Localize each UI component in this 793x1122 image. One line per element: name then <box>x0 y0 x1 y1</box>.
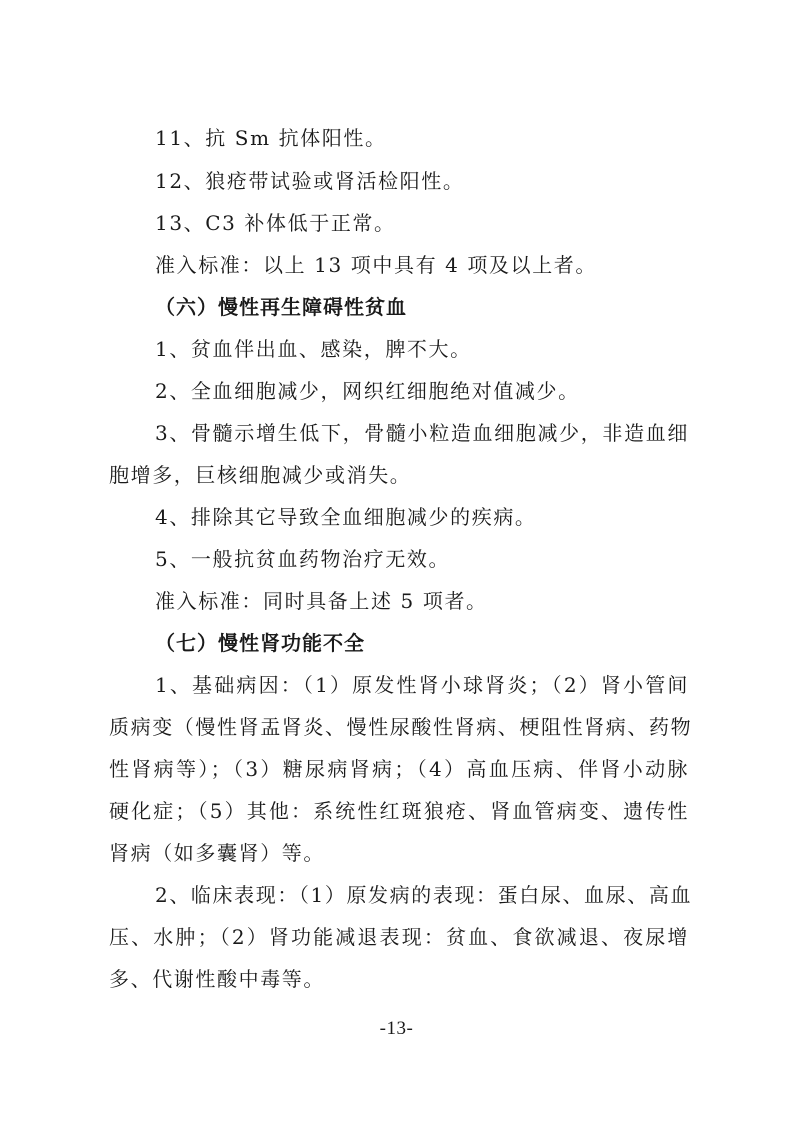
paragraph-basic-causes-line-2: 质病变（慢性肾盂肾炎、慢性尿酸性肾病、梗阻性肾病、药物 <box>109 715 693 739</box>
criterion-item-3-continued: 胞增多，巨核细胞减少或消失。 <box>109 463 412 487</box>
criterion-item-1: 1、贫血伴出血、感染，脾不大。 <box>155 337 472 361</box>
criterion-item-11: 11、抗 Sm 抗体阳性。 <box>155 126 387 150</box>
section-heading-chronic-renal-insufficiency: （七）慢性肾功能不全 <box>155 631 365 655</box>
paragraph-basic-causes-line-4: 硬化症；（5）其他：系统性红斑狼疮、肾血管病变、遗传性 <box>109 799 689 823</box>
paragraph-basic-causes-line-3: 性肾病等）；（3）糖尿病肾病；（4）高血压病、伴肾小动脉 <box>109 757 689 781</box>
criterion-item-4: 4、排除其它导致全血细胞减少的疾病。 <box>155 505 537 529</box>
criterion-item-13: 13、C3 补体低于正常。 <box>155 211 396 235</box>
page-number: -13- <box>379 1018 414 1039</box>
criterion-item-2: 2、全血细胞减少，网织红细胞绝对值减少。 <box>155 379 580 403</box>
paragraph-basic-causes: 1、基础病因：（1）原发性肾小球肾炎；（2）肾小管间 <box>155 673 689 697</box>
admission-standard-anemia: 准入标准：同时具备上述 5 项者。 <box>155 589 488 613</box>
criterion-item-3: 3、骨髓示增生低下，骨髓小粒造血细胞减少，非造血细 <box>155 421 689 445</box>
paragraph-clinical-manifestations: 2、临床表现：（1）原发病的表现：蛋白尿、血尿、高血 <box>155 883 693 907</box>
criterion-item-12: 12、狼疮带试验或肾活检阳性。 <box>155 169 465 193</box>
admission-standard-lupus: 准入标准：以上 13 项中具有 4 项及以上者。 <box>155 253 598 277</box>
section-heading-aplastic-anemia: （六）慢性再生障碍性贫血 <box>155 295 407 319</box>
criterion-item-5: 5、一般抗贫血药物治疗无效。 <box>155 547 451 571</box>
paragraph-clinical-manifestations-line-3: 多、代谢性酸中毒等。 <box>109 967 325 991</box>
paragraph-clinical-manifestations-line-2: 压、水肿；（2）肾功能减退表现：贫血、食欲减退、夜尿增 <box>109 925 689 949</box>
paragraph-basic-causes-line-5: 肾病（如多囊肾）等。 <box>109 841 325 865</box>
